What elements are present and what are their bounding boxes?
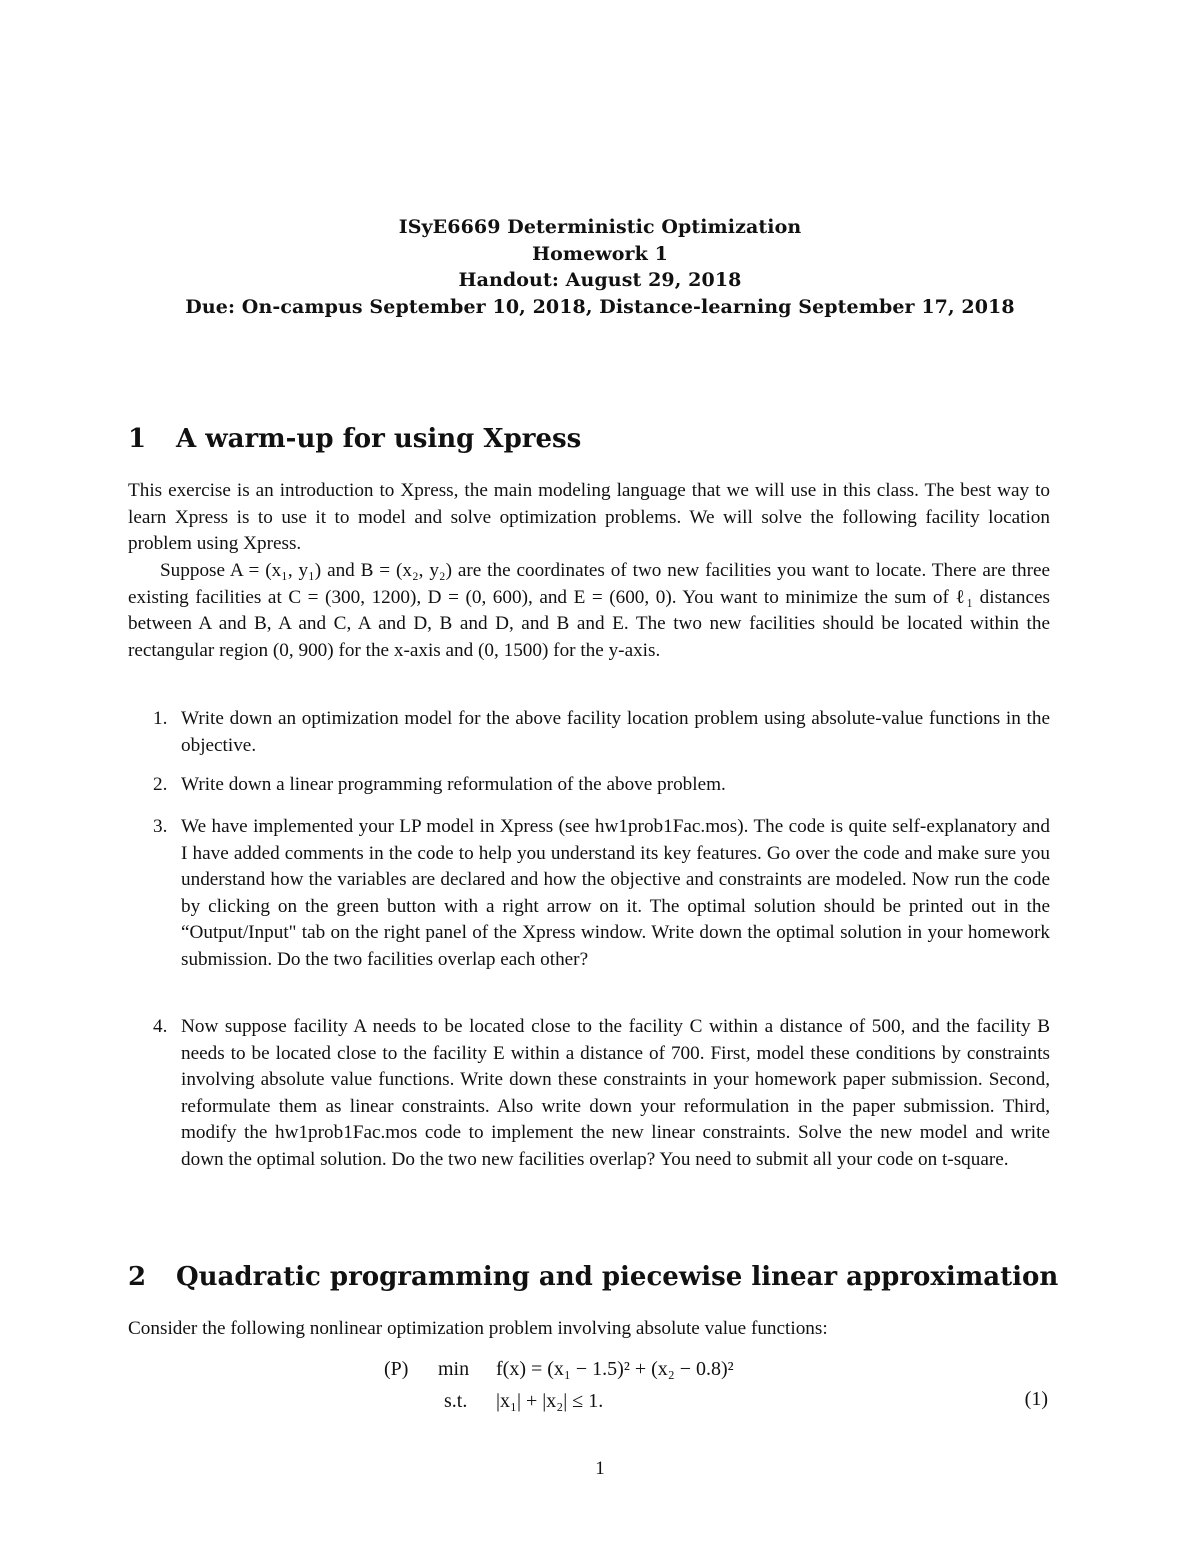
list-marker: 3. bbox=[153, 816, 168, 837]
section-2-number: 2 bbox=[128, 1262, 147, 1292]
subject-to-label: s.t. bbox=[444, 1390, 468, 1412]
section-2-title: Quadratic programming and piecewise linear approximation bbox=[176, 1262, 1059, 1292]
section-1-number: 1 bbox=[128, 424, 147, 454]
list-item bbox=[128, 706, 1050, 759]
section-1-setup: Suppose A = (x₁, y₁) and B = (x₂, y₂) are the coordinates of two new facilities you want to locate. There are three existing facilities at C = (300, 1200), D = (0, 600), and E = (600, 0). You want to minimize the sum of ℓ₁ distances between A and B, A and C, A and D, B and D, and B and E. The two new facilities should be located within the rectangular region (0, 900) for the x-axis and (0, 1500) for the y-axis. bbox=[128, 560, 1050, 661]
list-item bbox=[128, 772, 1050, 799]
due-date: Due: On-campus September 10, 2018, Distance-learning September 17, 2018 bbox=[185, 295, 1015, 318]
list-item-text: Write down an optimization model for the above facility location problem using absolute-value functions in the objective. bbox=[181, 708, 1050, 756]
problem-label: (P) bbox=[384, 1358, 409, 1380]
constraint: |x₁| + |x₂| ≤ 1. bbox=[496, 1390, 604, 1412]
list-marker: 1. bbox=[153, 708, 168, 729]
handout-date: Handout: August 29, 2018 bbox=[458, 269, 742, 291]
section-1-title: A warm-up for using Xpress bbox=[176, 424, 582, 454]
list-item-text: We have implemented your LP model in Xpress (see hw1prob1Fac.mos). The code is quite self-explanatory and I have added comments in the code to help you understand its key features. Go over the code and make sure you understand how the variables are declared and how the objective and constraints are modeled. Now run the code by clicking on the green button with a right arrow on it. The optimal solution should be printed out in the “Output/Input" tab on the right panel of the Xpress window. Write down the optimal solution in your homework submission. Do the two facilities overlap each other? bbox=[181, 816, 1050, 970]
section-1-intro: This exercise is an introduction to Xpress, the main modeling language that we will use in this class. The best way to learn Xpress is to use it to model and solve optimization problems. We will solve the following facility location problem using Xpress. bbox=[128, 480, 1050, 555]
objective-function: f(x) = (x₁ − 1.5)² + (x₂ − 0.8)² bbox=[496, 1358, 734, 1380]
list-item bbox=[128, 814, 1050, 974]
course-title: ISyE6669 Deterministic Optimization bbox=[398, 216, 802, 238]
list-item-text: Now suppose facility A needs to be located close to the facility C within a distance of 500, and the facility B needs to be located close to the facility E within a distance of 700. First, model these conditions by constraints involving absolute value functions. Write down these constraints in your homework paper submission. Second, reformulate them as linear constraints. Also write down your reformulation in the paper submission. Third, modify the hw1prob1Fac.mos code to implement the new linear constraints. Solve the new model and write down the optimal solution. Do the two new facilities overlap? You need to submit all your code on t-square. bbox=[181, 1016, 1050, 1170]
list-marker: 2. bbox=[153, 774, 168, 795]
section-2-heading bbox=[128, 1262, 1058, 1292]
page-number: 1 bbox=[595, 1458, 605, 1479]
min-label: min bbox=[438, 1358, 470, 1380]
title-block bbox=[0, 214, 1200, 320]
section-1-heading bbox=[128, 424, 581, 454]
list-marker: 4. bbox=[153, 1016, 168, 1037]
homework-title: Homework 1 bbox=[532, 242, 668, 265]
list-item-text: Write down a linear programming reformulation of the above problem. bbox=[181, 774, 726, 795]
list-item bbox=[128, 1014, 1050, 1174]
equation-number: (1) bbox=[1024, 1388, 1048, 1410]
section-2-intro: Consider the following nonlinear optimization problem involving absolute value functions: bbox=[128, 1318, 828, 1339]
